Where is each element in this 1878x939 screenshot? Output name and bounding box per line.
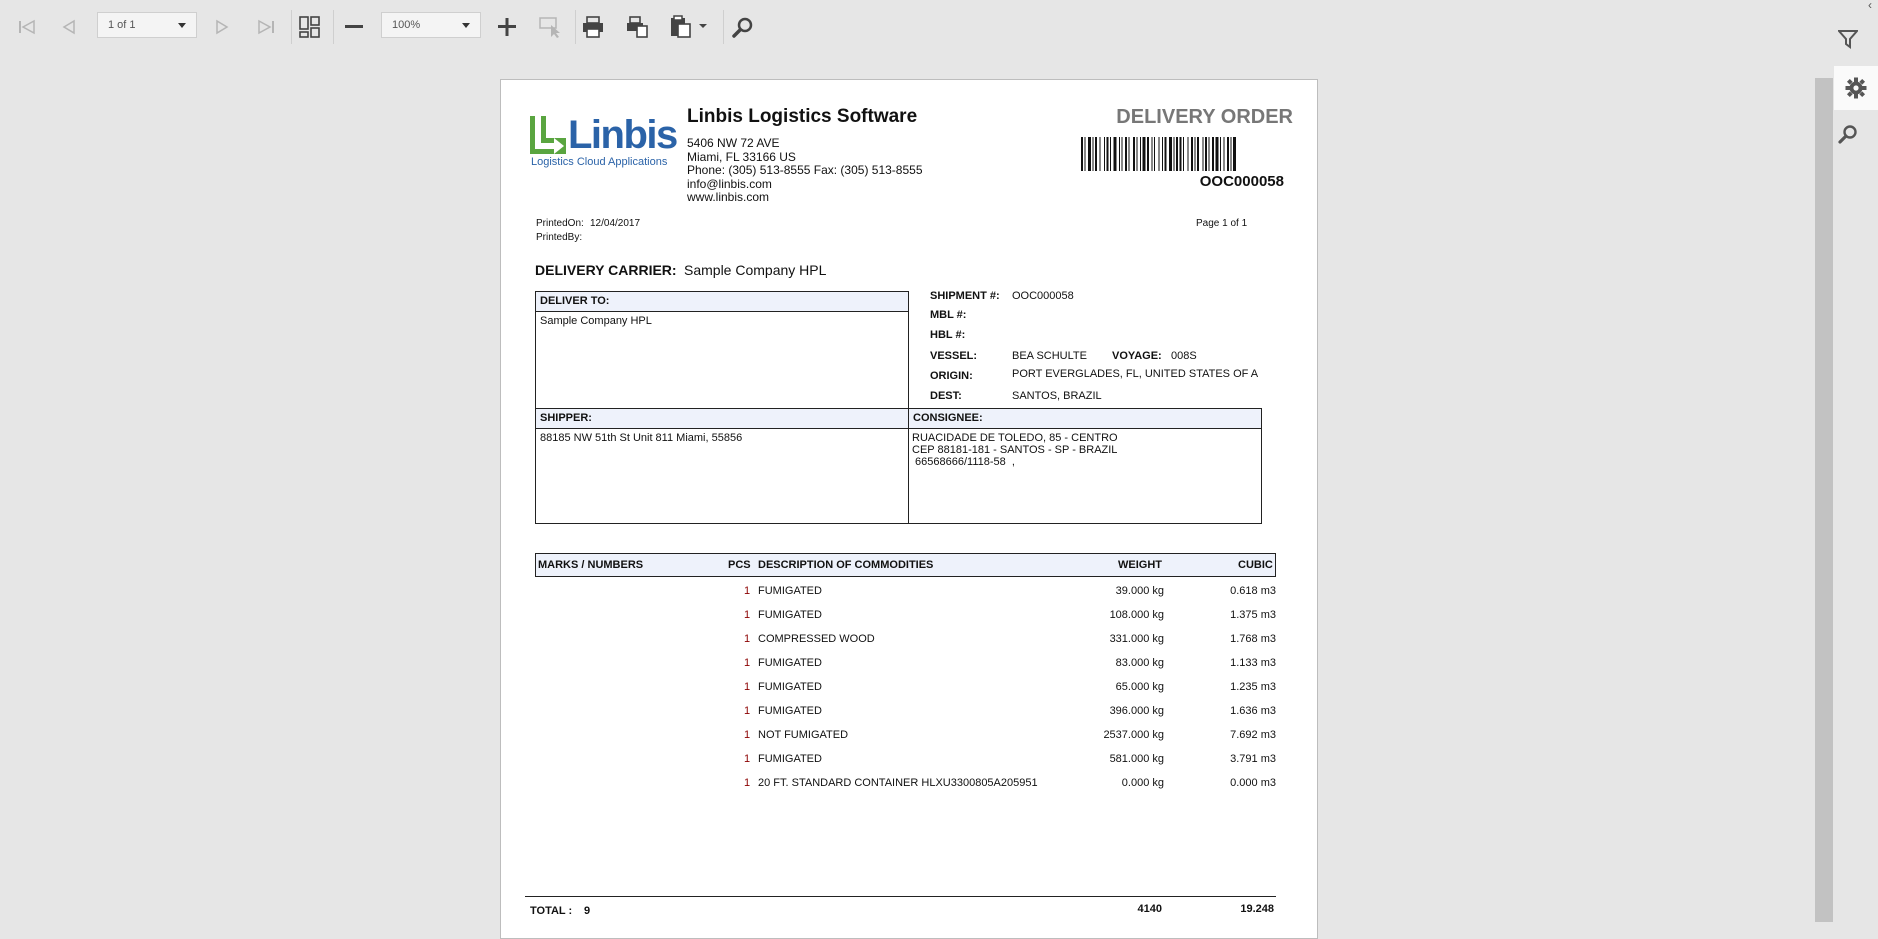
linbis-logo bbox=[530, 113, 677, 168]
zoom-in-icon[interactable] bbox=[490, 10, 524, 44]
carrier-value: Sample Company HPL bbox=[684, 262, 827, 278]
row-cubic: 1.133 m3 bbox=[1230, 657, 1276, 669]
address-line: Phone: (305) 513-8555 Fax: (305) 513-8555 bbox=[687, 163, 923, 178]
col-weight: WEIGHT bbox=[1118, 559, 1162, 571]
logo-mark-icon bbox=[530, 116, 570, 154]
total-pcs: 9 bbox=[584, 905, 591, 917]
items-table-header bbox=[535, 553, 1276, 577]
row-cubic: 7.692 m3 bbox=[1230, 729, 1276, 741]
col-description: DESCRIPTION OF COMMODITIES bbox=[758, 559, 934, 571]
row-weight: 83.000 kg bbox=[1115, 657, 1164, 669]
address-line: 5406 NW 72 AVE bbox=[687, 136, 780, 150]
chevron-down-icon bbox=[462, 23, 470, 28]
zoom-out-icon[interactable] bbox=[337, 10, 371, 44]
row-pcs: 1 bbox=[744, 609, 751, 621]
printed-on-label: PrintedOn: bbox=[536, 218, 584, 229]
vessel-value: BEA SCHULTE bbox=[1012, 350, 1087, 362]
row-pcs: 1 bbox=[744, 681, 751, 693]
origin-value: PORT EVERGLADES, FL, UNITED STATES OF A bbox=[1012, 368, 1259, 380]
col-marks: MARKS / NUMBERS bbox=[538, 559, 644, 571]
deliver-to-box bbox=[535, 291, 909, 409]
table-row bbox=[501, 705, 1319, 723]
next-page-icon[interactable] bbox=[205, 10, 239, 44]
search-panel-icon[interactable] bbox=[1834, 120, 1862, 148]
row-desc: 20 FT. STANDARD CONTAINER HLXU3300805A205951 bbox=[758, 777, 1038, 789]
shipper-header: SHIPPER: bbox=[536, 409, 908, 429]
table-row bbox=[501, 729, 1319, 747]
voyage-label: VOYAGE: bbox=[1112, 350, 1162, 362]
row-weight: 396.000 kg bbox=[1109, 705, 1164, 717]
deliver-to-header: DELIVER TO: bbox=[536, 292, 908, 312]
row-desc: FUMIGATED bbox=[758, 753, 822, 765]
voyage-value: 008S bbox=[1171, 350, 1197, 362]
row-desc: FUMIGATED bbox=[758, 705, 822, 717]
row-desc: FUMIGATED bbox=[758, 681, 822, 693]
row-pcs: 1 bbox=[744, 633, 751, 645]
printed-on-value: 12/04/2017 bbox=[590, 218, 641, 229]
table-row bbox=[501, 633, 1319, 651]
row-cubic: 1.636 m3 bbox=[1230, 705, 1276, 717]
gear-icon[interactable] bbox=[1842, 74, 1870, 102]
row-weight: 581.000 kg bbox=[1109, 753, 1164, 765]
table-row bbox=[501, 777, 1319, 795]
table-row bbox=[501, 585, 1319, 603]
consignee-line: CEP 88181-181 - SANTOS - SP - BRAZIL bbox=[912, 444, 1118, 456]
col-pcs: PCS bbox=[728, 559, 751, 571]
page-info: Page 1 of 1 bbox=[1196, 218, 1248, 229]
dest-label: DEST: bbox=[930, 390, 962, 402]
mbl-label: MBL #: bbox=[930, 309, 967, 321]
print-page-icon[interactable] bbox=[620, 10, 654, 44]
row-desc: FUMIGATED bbox=[758, 657, 822, 669]
row-desc: COMPRESSED WOOD bbox=[758, 633, 875, 645]
total-weight: 4140 bbox=[1137, 903, 1162, 915]
row-weight: 2537.000 kg bbox=[1103, 729, 1164, 741]
zoom-selector[interactable] bbox=[381, 12, 481, 38]
company-address bbox=[687, 137, 923, 205]
consignee-header: CONSIGNEE: bbox=[909, 409, 1261, 429]
total-label: TOTAL : bbox=[530, 905, 573, 917]
totals-divider bbox=[525, 896, 1276, 897]
vessel-label: VESSEL: bbox=[930, 350, 978, 362]
address-line: www.linbis.com bbox=[687, 190, 770, 205]
page-selector[interactable] bbox=[97, 12, 197, 38]
row-cubic: 0.618 m3 bbox=[1230, 585, 1276, 597]
origin-label: ORIGIN: bbox=[930, 370, 973, 382]
table-row bbox=[501, 753, 1319, 771]
company-name: Linbis Logistics Software bbox=[687, 106, 918, 127]
row-pcs: 1 bbox=[744, 777, 751, 789]
document-page bbox=[500, 79, 1318, 939]
address-line: Miami, FL 33166 US bbox=[687, 149, 796, 164]
row-cubic: 1.375 m3 bbox=[1230, 609, 1276, 621]
zoom-selector-value: 100% bbox=[392, 19, 421, 31]
filter-icon[interactable] bbox=[1834, 25, 1862, 53]
row-weight: 39.000 kg bbox=[1115, 585, 1164, 597]
document-title: DELIVERY ORDER bbox=[1116, 106, 1293, 128]
shipper-value: 88185 NW 51th St Unit 811 Miami, 55856 bbox=[540, 432, 743, 444]
row-desc: FUMIGATED bbox=[758, 585, 822, 597]
export-icon[interactable] bbox=[666, 10, 712, 44]
row-desc: NOT FUMIGATED bbox=[758, 729, 849, 741]
printed-by-label: PrintedBy: bbox=[536, 232, 583, 243]
print-icon[interactable] bbox=[576, 10, 610, 44]
table-row bbox=[501, 681, 1319, 699]
logo-wordmark: Linbis bbox=[568, 113, 677, 157]
viewer-toolbar bbox=[0, 0, 1818, 54]
row-pcs: 1 bbox=[744, 705, 751, 717]
previous-page-icon[interactable] bbox=[52, 10, 86, 44]
vertical-scrollbar[interactable] bbox=[1815, 78, 1833, 922]
consignee-address bbox=[912, 432, 1118, 468]
row-weight: 65.000 kg bbox=[1115, 681, 1164, 693]
search-icon[interactable] bbox=[726, 10, 760, 44]
row-pcs: 1 bbox=[744, 729, 751, 741]
table-row bbox=[501, 657, 1319, 675]
row-pcs: 1 bbox=[744, 585, 751, 597]
shipment-label: SHIPMENT #: bbox=[930, 290, 1000, 302]
row-cubic: 3.791 m3 bbox=[1230, 753, 1276, 765]
consignee-box bbox=[908, 408, 1262, 524]
row-cubic: 0.000 m3 bbox=[1230, 777, 1276, 789]
col-cubic: CUBIC bbox=[1238, 559, 1273, 571]
address-line: info@linbis.com bbox=[687, 176, 772, 191]
row-weight: 331.000 kg bbox=[1109, 633, 1164, 645]
consignee-line: 66568666/1118-58 , bbox=[912, 456, 1015, 468]
row-weight: 0.000 kg bbox=[1121, 777, 1164, 789]
page-selector-value: 1 of 1 bbox=[108, 19, 136, 31]
hbl-label: HBL #: bbox=[930, 329, 966, 341]
logo-tagline: Logistics Cloud Applications bbox=[531, 156, 668, 168]
carrier-label: DELIVERY CARRIER: bbox=[535, 262, 677, 278]
consignee-line: RUACIDADE DE TOLEDO, 85 - CENTRO bbox=[912, 432, 1118, 444]
highlight-editing-fields-icon[interactable] bbox=[534, 10, 568, 44]
total-cubic: 19.248 bbox=[1240, 903, 1274, 915]
last-page-icon[interactable] bbox=[249, 10, 283, 44]
row-cubic: 1.768 m3 bbox=[1230, 633, 1276, 645]
shipment-value: OOC000058 bbox=[1012, 290, 1074, 302]
deliver-to-value: Sample Company HPL bbox=[540, 315, 652, 327]
first-page-icon[interactable] bbox=[10, 10, 44, 44]
row-weight: 108.000 kg bbox=[1109, 609, 1164, 621]
barcode-number: OOC000058 bbox=[1199, 173, 1284, 190]
row-pcs: 1 bbox=[744, 657, 751, 669]
table-row bbox=[501, 609, 1319, 627]
row-pcs: 1 bbox=[744, 753, 751, 765]
shipper-box bbox=[535, 408, 909, 524]
dest-value: SANTOS, BRAZIL bbox=[1012, 390, 1102, 402]
collapse-icon[interactable]: ‹ bbox=[1868, 0, 1872, 12]
multipage-view-icon[interactable] bbox=[293, 10, 327, 44]
row-cubic: 1.235 m3 bbox=[1230, 681, 1276, 693]
row-desc: FUMIGATED bbox=[758, 609, 822, 621]
chevron-down-icon bbox=[178, 23, 186, 28]
barcode bbox=[1081, 137, 1286, 171]
